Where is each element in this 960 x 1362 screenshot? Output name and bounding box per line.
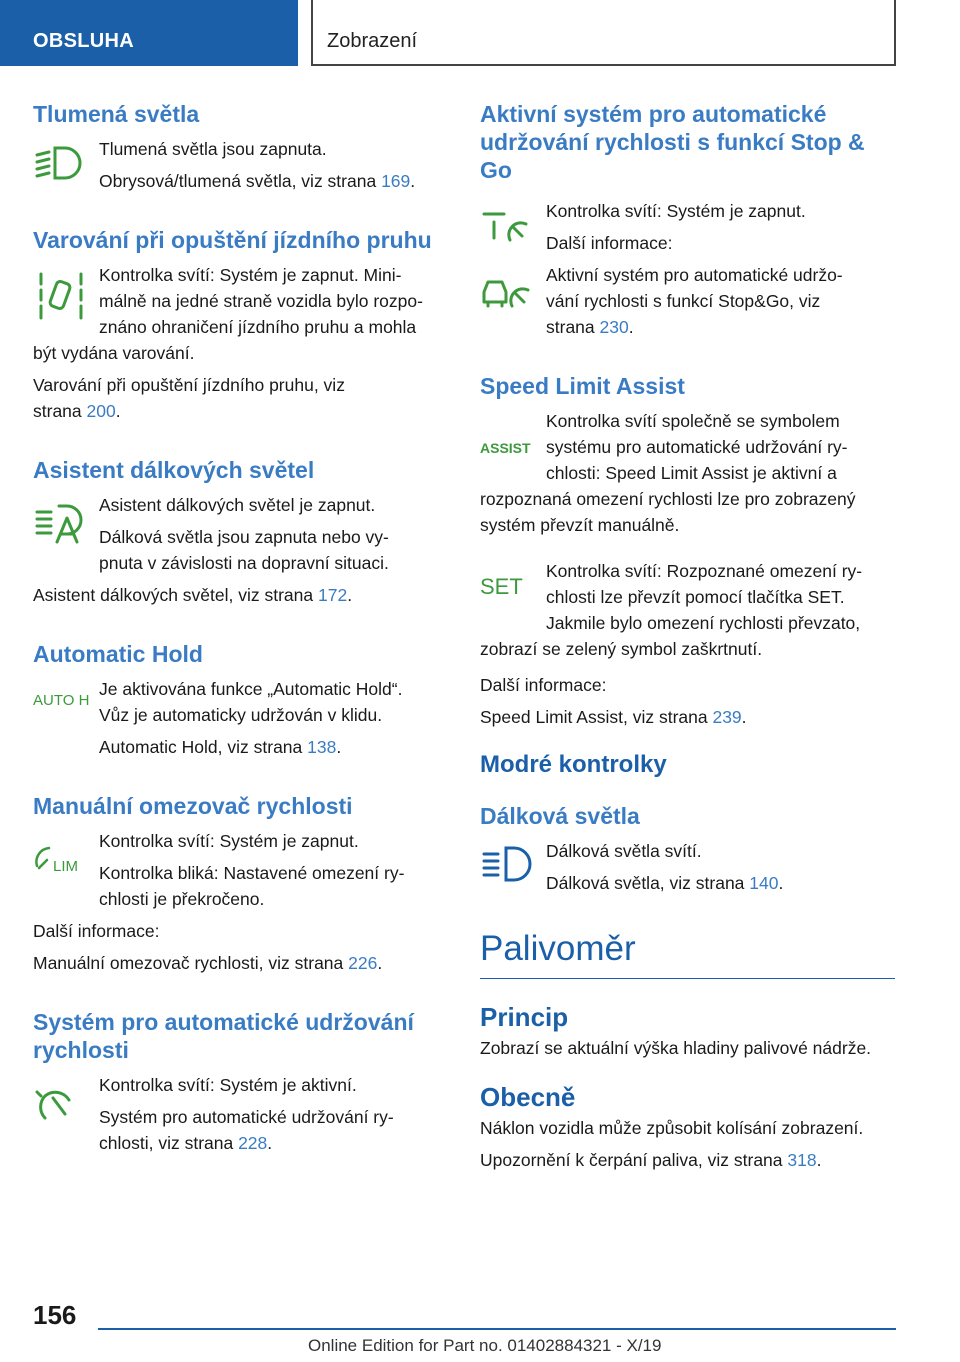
low-beam-icon xyxy=(33,142,89,186)
page-link[interactable]: 226 xyxy=(348,953,378,973)
text: chlosti je překročeno. xyxy=(99,889,265,909)
section-title-cruise-control-b: rychlosti xyxy=(33,1037,129,1063)
text: Aktivní systém pro automatické udržo‐ xyxy=(546,265,843,285)
section-title-lane-departure: Varování při opuštění jízdního pruhu xyxy=(33,227,432,253)
cruise-control-icon xyxy=(33,1082,89,1126)
subsection-title-general: Obecně xyxy=(480,1082,576,1112)
text: Další informace: xyxy=(33,921,160,941)
page-link[interactable]: 228 xyxy=(238,1133,268,1153)
entry-dipped-beam xyxy=(33,136,443,194)
speed-limiter-icon xyxy=(33,838,89,882)
text: Asistent dálkových světel je zapnut. xyxy=(99,495,376,515)
text: Zobrazí se aktuální výška hladiny palivové nádrže. xyxy=(480,1038,872,1058)
left-column xyxy=(33,100,443,1162)
lane-departure-icon xyxy=(33,270,89,322)
set-icon: SET xyxy=(480,574,523,599)
entry-automatic-hold xyxy=(33,676,443,760)
section-title-acc-c: Go xyxy=(480,157,512,183)
page-link[interactable]: 318 xyxy=(787,1150,817,1170)
acc-on-icon xyxy=(480,204,536,248)
text: zobrazí se zelený symbol zaškrtnutí. xyxy=(480,639,763,659)
text: Kontrolka bliká: Nastavené omezení ry‐ xyxy=(99,863,405,883)
text: Další informace: xyxy=(480,675,607,695)
section-title-acc-b: udržování rychlosti s funkcí Stop & xyxy=(480,129,865,155)
text: Kontrolka svítí: Systém je zapnut. xyxy=(546,201,806,221)
entry-speed-limit-assist xyxy=(480,408,895,558)
footer-divider xyxy=(98,1328,896,1330)
text-with-link: Obrysová/tlumená světla, viz strana 169. xyxy=(99,171,416,191)
text: Kontrolka svítí: Systém je zapnut. Mini‐ xyxy=(99,265,402,285)
section-title-high-beam: Dálková světla xyxy=(480,803,640,829)
section-title-dipped-beam: Tlumená světla xyxy=(33,101,200,127)
text: Jakmile bylo omezení rychlosti převzato, xyxy=(546,613,861,633)
text: Další informace: xyxy=(546,233,673,253)
high-beam-assist-icon xyxy=(33,502,89,546)
right-column xyxy=(480,100,895,1179)
chapter-title-fuel-gauge: Palivoměr xyxy=(480,928,895,979)
entry-speed-limit-set xyxy=(480,558,895,730)
chapter-tab[interactable]: Zobrazení xyxy=(311,0,896,66)
entry-high-beam-assist xyxy=(33,492,443,608)
entry-lane-departure xyxy=(33,262,443,424)
section-title-speed-limit-assist: Speed Limit Assist xyxy=(480,373,685,399)
text-with-link: strana 230. xyxy=(546,317,634,337)
section-title-cruise-control-a: Systém pro automatické udržování xyxy=(33,1009,414,1035)
text-with-link: chlosti, viz strana 228. xyxy=(99,1133,273,1153)
section-title-acc-a: Aktivní systém pro automatické xyxy=(480,101,827,127)
group-title-blue-indicators: Modré kontrolky xyxy=(480,751,667,778)
text: Varování při opuštění jízdního pruhu, viz xyxy=(33,375,345,395)
subsection-title-principle: Princip xyxy=(480,1002,569,1032)
text: znáno ohraničení jízdního pruhu a mohla xyxy=(99,317,417,337)
page-link[interactable]: 172 xyxy=(317,585,348,605)
section-title-high-beam-assist: Asistent dálkových světel xyxy=(33,457,315,483)
section-title-manual-speed-limiter: Manuální omezovač rychlosti xyxy=(33,793,353,819)
text: Dálková světla jsou zapnuta nebo vy‐ xyxy=(99,527,389,547)
high-beam-icon xyxy=(480,844,536,888)
text: Systém pro automatické udržování ry‐ xyxy=(99,1107,394,1127)
text: Kontrolka svítí společně se symbolem xyxy=(546,411,840,431)
text-with-link: Asistent dálkových světel, viz strana 172. xyxy=(33,585,353,605)
page-link[interactable]: 169 xyxy=(381,171,411,191)
auto-hold-icon: AUTO H xyxy=(33,692,90,709)
page-link[interactable]: 239 xyxy=(712,707,742,727)
assist-icon: ASSIST xyxy=(480,440,531,456)
text: Dálková světla svítí. xyxy=(546,841,702,861)
text: Je aktivována funkce „Automatic Hold“. xyxy=(99,679,403,699)
text-with-link: Dálková světla, viz strana 140. xyxy=(546,873,784,893)
text-with-link: strana 200. xyxy=(33,401,121,421)
text: chlosti: Speed Limit Assist je aktivní a xyxy=(546,463,837,483)
svg-text:LIM: LIM xyxy=(53,858,79,875)
page-number: 156 xyxy=(33,1300,77,1330)
entry-acc xyxy=(480,198,895,340)
text: málně na jedné straně vozidla bylo rozpo‐ xyxy=(99,291,423,311)
text: vání rychlosti s funkcí Stop&Go, viz xyxy=(546,291,821,311)
page-link[interactable]: 138 xyxy=(307,737,337,757)
entry-high-beam xyxy=(480,838,895,896)
edition-note: Online Edition for Part no. 01402884321 - X/19 xyxy=(308,1336,662,1355)
text: Kontrolka svítí: Systém je aktivní. xyxy=(99,1075,357,1095)
section-title-automatic-hold: Automatic Hold xyxy=(33,641,203,667)
page-link[interactable]: 140 xyxy=(749,873,779,893)
text: systému pro automatické udržování ry‐ xyxy=(546,437,848,457)
text-with-link: Speed Limit Assist, viz strana 239. xyxy=(480,707,747,727)
text: Tlumená světla jsou zapnuta. xyxy=(99,139,327,159)
text: rozpoznaná omezení rychlosti lze pro zobrazený xyxy=(480,489,856,509)
text: Náklon vozidla může způsobit kolísání zobrazení. xyxy=(480,1118,864,1138)
text-with-link: Manuální omezovač rychlosti, viz strana 226. xyxy=(33,953,383,973)
text-with-link: Automatic Hold, viz strana 138. xyxy=(99,737,342,757)
acc-car-icon xyxy=(480,270,536,314)
text: Kontrolka svítí: Systém je zapnut. xyxy=(99,831,359,851)
page-link[interactable]: 230 xyxy=(599,317,629,337)
text-with-link: Upozornění k čerpání paliva, viz strana 318. xyxy=(480,1150,822,1170)
text: Kontrolka svítí: Rozpoznané omezení ry‐ xyxy=(546,561,863,581)
page-link[interactable]: 200 xyxy=(86,401,116,421)
entry-cruise-control xyxy=(33,1072,443,1156)
page-header xyxy=(0,0,960,66)
text: pnuta v závislosti na dopravní situaci. xyxy=(99,553,389,573)
text: chlosti lze převzít pomocí tlačítka SET. xyxy=(546,587,845,607)
section-tab[interactable]: OBSLUHA xyxy=(0,0,298,66)
text: být vydána varování. xyxy=(33,343,195,363)
entry-manual-speed-limiter xyxy=(33,828,443,976)
text: systém převzít manuálně. xyxy=(480,515,680,535)
text: Vůz je automaticky udržován v klidu. xyxy=(99,705,383,725)
